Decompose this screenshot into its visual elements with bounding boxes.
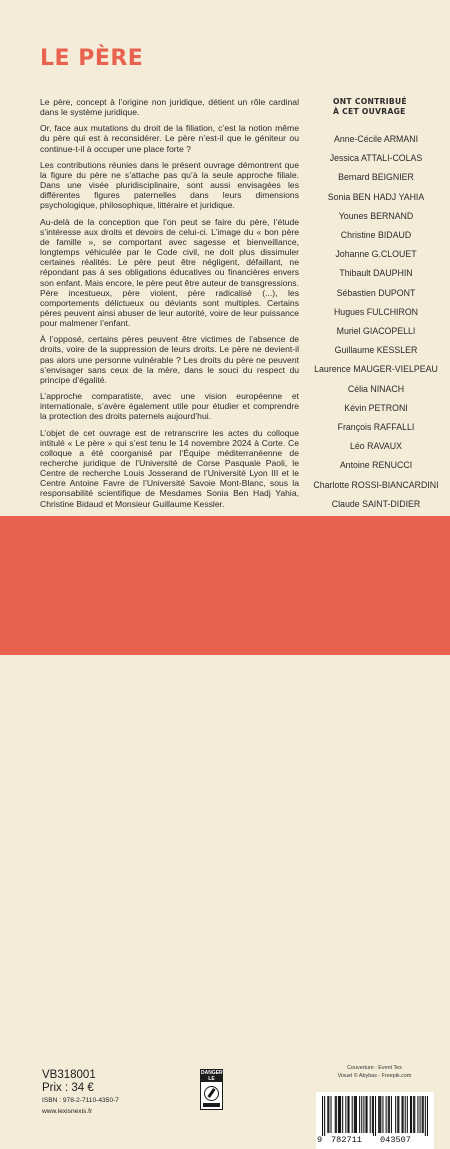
contributor-name: Johanne G.CLOUET bbox=[335, 249, 417, 260]
photocopy-warning-logo bbox=[200, 1069, 223, 1110]
barcode-bar bbox=[422, 1096, 423, 1133]
barcode-bar bbox=[388, 1096, 389, 1133]
barcode-bar bbox=[361, 1096, 362, 1133]
summary-text bbox=[40, 97, 299, 515]
barcode-bar bbox=[345, 1096, 346, 1133]
summary-paragraph: Au-delà de la conception que l’on peut se faire du père, l’étude s’intéresse aux droits et devoirs de celui-ci. L’image du « bon père de famille », se comportant avec sagesse et bienveillance, longtemps véhiculée par le Code civil, ne doit plus dissimuler certaines réalités. Le père peut être négligent, défaillant, ne répondant pas à ses obligations éducatives ou financières envers son enfant. Mais encore, le père peut être auteur de transgressions. Père incestueux, père violent, père radicalisé (...), les comportements délictueux ou déviants sont multiples. Certains pères peuvent ainsi abuser de leur autorité, voire de leur puissance pour malmener l’enfant. bbox=[40, 216, 299, 329]
barcode-bar bbox=[391, 1096, 392, 1133]
barcode-bar bbox=[322, 1096, 323, 1136]
footer-band bbox=[0, 516, 450, 1145]
book-title: LE PÈRE bbox=[40, 46, 144, 71]
no-copy-icon bbox=[204, 1086, 219, 1101]
barcode-bar bbox=[386, 1096, 387, 1133]
barcode-bar bbox=[380, 1096, 381, 1133]
barcode-bar bbox=[359, 1096, 360, 1133]
barcode-bar bbox=[339, 1096, 340, 1133]
contributor-name: Muriel GIACOPELLI bbox=[336, 326, 416, 337]
publisher-website: www.lexisnexis.fr bbox=[42, 1108, 93, 1115]
contributor-name: Younes BERNAND bbox=[338, 210, 414, 221]
summary-paragraph: Les contributions réunies dans le présent ouvrage démontrent que la figure du père ne s’attache pas qu’à la seule approche filiale. Dans une visée pluridisciplinaire, sont aussi envisagées les différentes figures paternelles dans leurs dimensions psychologique, philosophique, littéraire et juridique. bbox=[40, 159, 299, 211]
summary-paragraph: À l’opposé, certains pères peuvent être victimes de l’absence de droits, voire de la suppression de leurs droits. Le père ne devient-il pas alors une personne vulnérable ? Les droits du père ne peuvent s’envisager sans ceux de la mère, dans le souci du respect du principe d’égalité. bbox=[40, 334, 299, 385]
contributor-name: Charlotte ROSSI-BIANCARDINI bbox=[313, 479, 439, 490]
cover-credit-line: Couverture : Event Tex bbox=[347, 1065, 402, 1071]
contributor-name: Thibault DAUPHIN bbox=[339, 268, 413, 279]
cover-credit-line: Visuel © Abybas - Freepik.com bbox=[337, 1073, 412, 1079]
barcode-bar bbox=[370, 1096, 371, 1133]
barcode-bar bbox=[373, 1096, 374, 1136]
barcode-bar bbox=[413, 1096, 414, 1133]
barcode-bar bbox=[378, 1096, 379, 1133]
barcode-bar bbox=[379, 1096, 380, 1133]
contributor-name: Bernard BEIGNIER bbox=[338, 172, 414, 183]
barcode-bar bbox=[417, 1096, 418, 1133]
barcode-bar bbox=[427, 1096, 428, 1136]
barcode-bar bbox=[347, 1096, 348, 1133]
product-code: VB318001 bbox=[42, 1069, 96, 1081]
barcode-bar bbox=[389, 1096, 390, 1133]
barcode-bar bbox=[397, 1096, 398, 1133]
barcode-bar bbox=[340, 1096, 341, 1133]
barcode-bar bbox=[336, 1096, 337, 1133]
contributor-name: Léo RAVAUX bbox=[350, 441, 402, 452]
barcode-bar bbox=[363, 1096, 364, 1133]
barcode-bar bbox=[414, 1096, 415, 1133]
summary-paragraph: Or, face aux mutations du droit de la filiation, c’est la notion même du père qui est à reconsidérer. Le père n’est-il que le géniteur ou continue-t-il à occuper une place forte ? bbox=[40, 123, 299, 154]
barcode-bar bbox=[327, 1096, 328, 1133]
contributor-name: Laurence MAUGER-VIELPEAU bbox=[314, 364, 438, 375]
contributors-heading-line: À CET OUVRAGE bbox=[333, 107, 406, 116]
barcode-bar bbox=[420, 1096, 421, 1133]
barcode-bar bbox=[398, 1096, 399, 1133]
barcode-bar bbox=[365, 1096, 366, 1133]
contributors-heading-line: ONT CONTRIBUÉ bbox=[333, 97, 407, 106]
contributors-heading bbox=[333, 97, 423, 117]
contributor-name: Sébastien DUPONT bbox=[336, 287, 416, 298]
barcode-digits-right: 043507 bbox=[380, 1135, 411, 1145]
barcode-digit-first: 9 bbox=[317, 1135, 323, 1145]
barcode-bar bbox=[330, 1096, 331, 1133]
barcode-bar bbox=[328, 1096, 329, 1133]
barcode-bar bbox=[423, 1096, 424, 1133]
barcode-bar bbox=[382, 1096, 383, 1133]
contributor-name: Christine BIDAUD bbox=[340, 230, 412, 241]
contributor-name: Antoine RENUCCI bbox=[339, 460, 413, 471]
summary-paragraph: Le père, concept à l’origine non juridique, détient un rôle cardinal dans le système juridique. bbox=[40, 97, 299, 118]
summary-paragraph: L’objet de cet ouvrage est de retranscrire les actes du colloque intitulé « Le père » qui s’est tenu le 14 novembre 2024 à Corte. Ce colloque a été coorganisé par l’Équipe méditerranéenne de recherche juridique de l’Université de Corse Pasquale Paoli, le Centre de recherche Louis Josserand de l’Université Lyon III et le Centre Antoine Favre de l’Université Savoie Mont-Blanc, sous la responsabilité scientifique de Mesdames Sonia Ben Hadj Yahia, Christine Bidaud et Monsieur Guillaume Kessler. bbox=[40, 427, 299, 509]
contributor-name: Anne-Cécile ARMANI bbox=[333, 134, 419, 144]
contributor-name: Hugues FULCHIRON bbox=[333, 306, 419, 317]
barcode-bar bbox=[411, 1096, 412, 1133]
cover-credit bbox=[315, 1062, 434, 1085]
price: Prix : 34 € bbox=[42, 1082, 94, 1094]
barcode-bar bbox=[335, 1096, 336, 1133]
contributor-name: François RAFFALLI bbox=[337, 422, 415, 433]
barcode-bar bbox=[324, 1096, 325, 1136]
barcode-digits-left: 782711 bbox=[331, 1135, 362, 1145]
barcode-bar bbox=[395, 1096, 396, 1133]
barcode bbox=[316, 1092, 434, 1149]
barcode-bar bbox=[355, 1096, 356, 1133]
barcode-bar bbox=[342, 1096, 343, 1133]
contributor-name: Jessica ATTALI-COLAS bbox=[329, 153, 423, 164]
summary-paragraph: L’approche comparatiste, avec une vision européenne et internationale, s’avère également utile pour étudier et comprendre la protection des droits paternels aujourd’hui. bbox=[40, 391, 299, 422]
barcode-bar bbox=[367, 1096, 368, 1133]
barcode-bar bbox=[338, 1096, 339, 1133]
barcode-bars bbox=[322, 1096, 428, 1136]
barcode-bar bbox=[410, 1096, 411, 1133]
barcode-bar bbox=[372, 1096, 373, 1133]
isbn: ISBN : 978-2-7110-4350-7 bbox=[42, 1097, 119, 1104]
contributor-name: Claude SAINT-DIDIER bbox=[331, 498, 421, 509]
contributor-name: Guillaume KESSLER bbox=[334, 345, 418, 356]
contributor-name: Célia NINACH bbox=[347, 383, 405, 394]
barcode-bar bbox=[407, 1096, 408, 1133]
barcode-bar bbox=[425, 1096, 426, 1136]
barcode-bar bbox=[354, 1096, 355, 1133]
photocopy-warning-logo-band bbox=[203, 1103, 220, 1107]
contributor-name: Kévin PETRONI bbox=[344, 402, 408, 413]
barcode-bar bbox=[405, 1096, 406, 1133]
barcode-bar bbox=[349, 1096, 350, 1133]
contributors-list bbox=[312, 130, 440, 572]
barcode-bar bbox=[352, 1096, 353, 1133]
barcode-bar bbox=[356, 1096, 357, 1133]
photocopy-warning-logo-text: DANGER LE bbox=[201, 1070, 223, 1082]
barcode-bar bbox=[402, 1096, 403, 1133]
barcode-bar bbox=[375, 1096, 376, 1136]
contributor-name: Sonia BEN HADJ YAHIA bbox=[327, 191, 425, 202]
barcode-bar bbox=[403, 1096, 404, 1133]
